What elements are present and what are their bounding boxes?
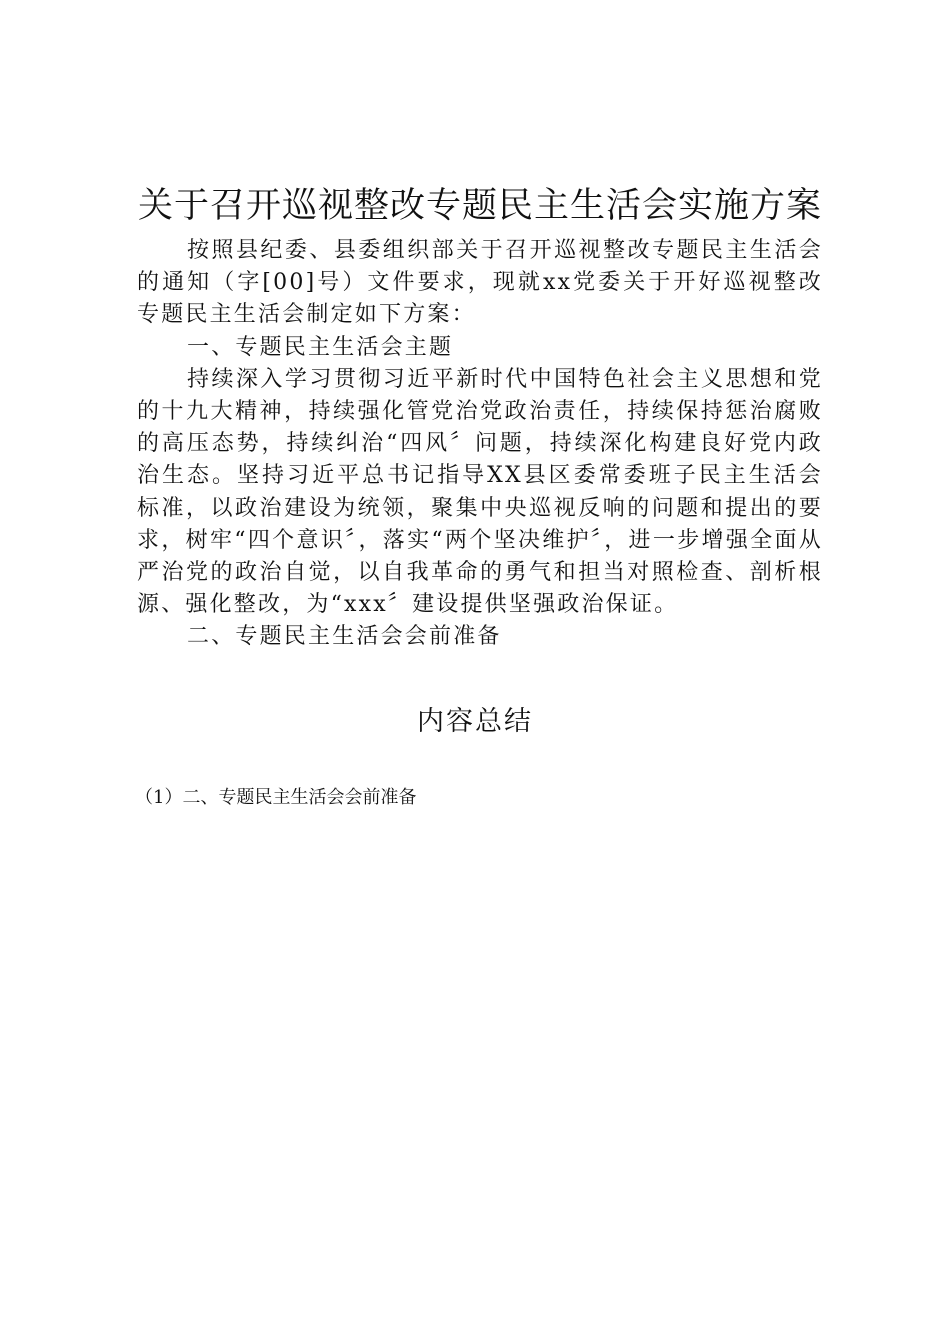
intro-paragraph: 按照县纪委、县委组织部关于召开巡视整改专题民主生活会的通知（字[00]号）文件要求，现就xx党委关于开好巡视整改专题民主生活会制定如下方案：	[137, 238, 823, 328]
document-title: 关于召开巡视整改专题民主生活会实施方案	[137, 186, 822, 226]
theme-paragraph: 持续深入学习贯彻习近平新时代中国特色社会主义思想和党的十九大精神，持续强化管党治党政治责任，持续保持惩治腐败的高压态势，持续纠治“四风〞问题，持续深化构建良好党内政治生态。坚持习近平总书记指导XX县区委常委班子民主生活会标准，以政治建设为统领，聚集中央巡视反响的问题和提出的要求，树牢“四个意识〞，落实“两个坚决维护〞，进一步增强全面从严治党的政治自觉，以自我革命的勇气和担当对照检查、剖析根源、强化整改，为“xxx〞建设提供坚强政治保证。	[137, 366, 823, 618]
summary-heading: 内容总结	[417, 706, 533, 737]
summary-item: （1）二、专题民主生活会会前准备	[135, 787, 417, 808]
section-heading-preparation: 二、专题民主生活会会前准备	[187, 624, 502, 650]
section-heading-theme: 一、专题民主生活会主题	[187, 334, 454, 360]
summary-list	[135, 784, 825, 812]
document-body	[137, 235, 823, 654]
